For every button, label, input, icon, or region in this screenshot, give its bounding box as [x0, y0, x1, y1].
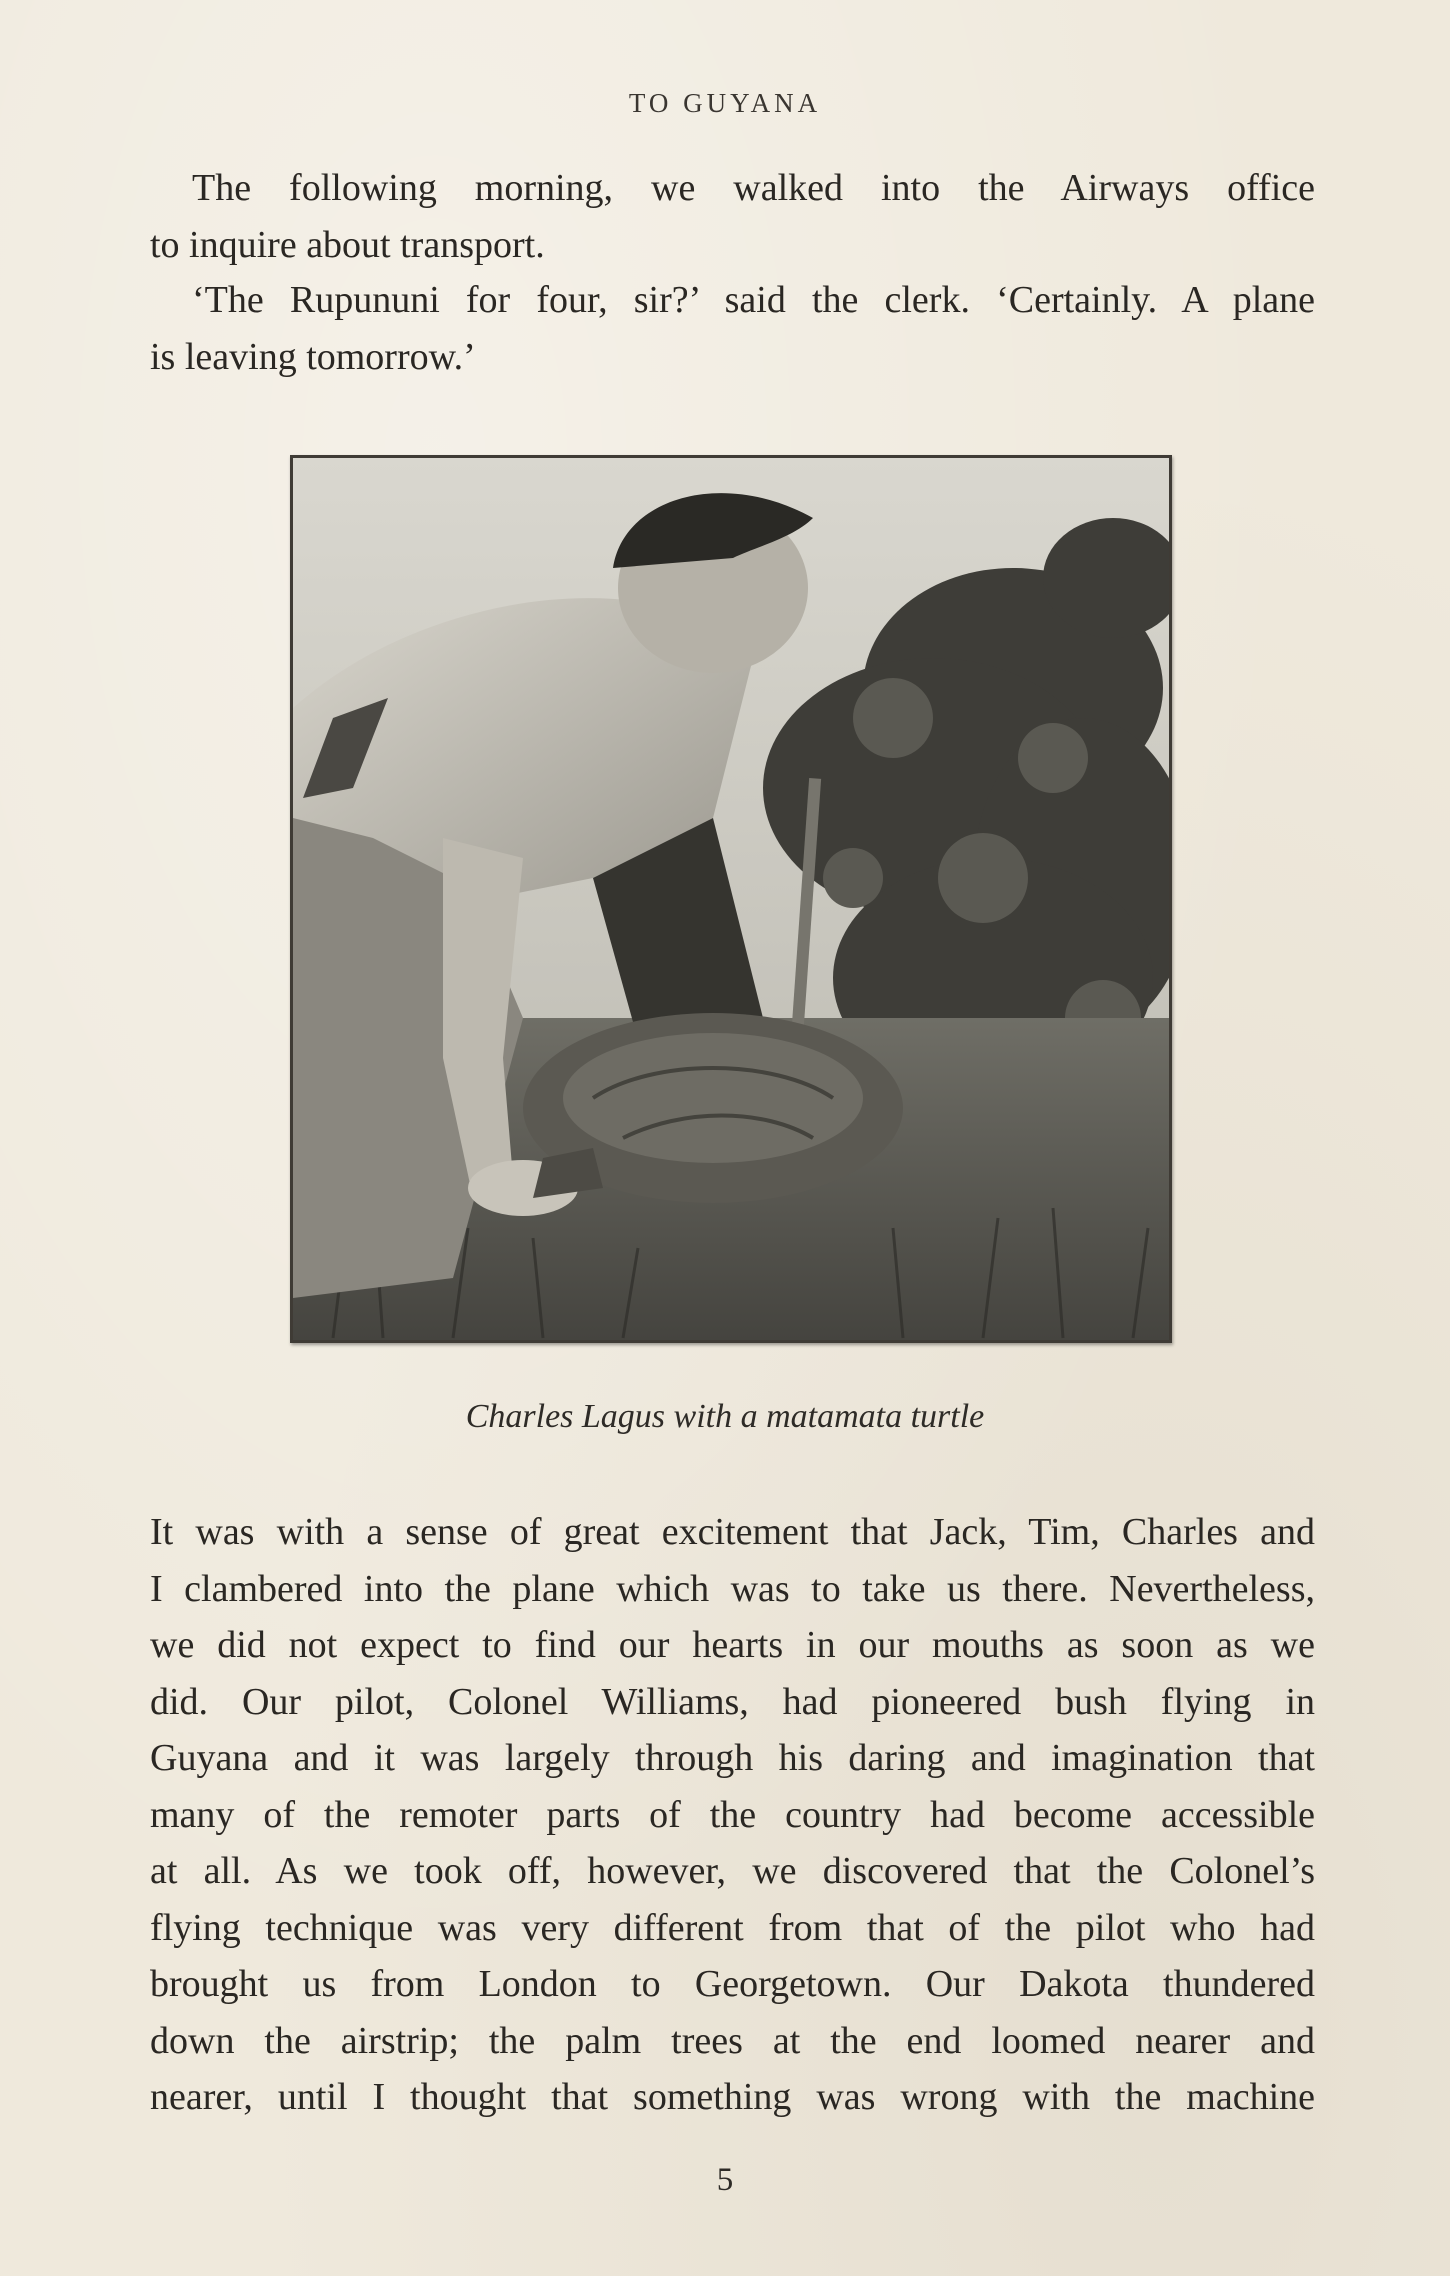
- text-line: to inquire about transport.: [150, 223, 545, 266]
- paragraph-airways-office: [150, 160, 1315, 273]
- text-line: The following morning, we walked into the Airways office: [192, 167, 1315, 209]
- text-line: It was with a sense of great excitement that Jack, Tim, Charles and: [150, 1511, 1315, 1553]
- text-line: is leaving tomorrow.’: [150, 335, 476, 378]
- paragraph-plane-takeoff: [150, 1504, 1315, 2126]
- text-line: many of the remoter parts of the country had become accessible: [150, 1793, 1315, 1836]
- text-line: flying technique was very different from that of the pilot who had: [150, 1906, 1315, 1949]
- photo-caption: Charles Lagus with a matamata turtle: [465, 1398, 985, 1435]
- paragraph-clerk-dialogue: [150, 272, 1315, 385]
- text-line: we did not expect to find our hearts in our mouths as soon as we: [150, 1624, 1315, 1666]
- running-head: TO GUYANA: [628, 88, 822, 118]
- text-line: down the airstrip; the palm trees at the end loomed nearer and: [150, 2019, 1315, 2062]
- text-line: nearer, until I thought that something was wrong with the machine: [150, 2076, 1315, 2118]
- text-line: did. Our pilot, Colonel Williams, had pioneered bush flying in: [150, 1680, 1315, 1723]
- photograph-man-with-turtle: [290, 455, 1172, 1343]
- text-line: ‘The Rupununi for four, sir?’ said the clerk. ‘Certainly. A plane: [192, 279, 1315, 321]
- photo-illustration: [293, 458, 1169, 1340]
- text-line: I clambered into the plane which was to take us there. Nevertheless,: [150, 1567, 1315, 1610]
- page-number: 5: [716, 2162, 734, 2198]
- text-line: at all. As we took off, however, we discovered that the Colonel’s: [150, 1850, 1315, 1892]
- text-line: Guyana and it was largely through his daring and imagination that: [150, 1737, 1315, 1779]
- text-line: brought us from London to Georgetown. Our Dakota thundered: [150, 1963, 1315, 2005]
